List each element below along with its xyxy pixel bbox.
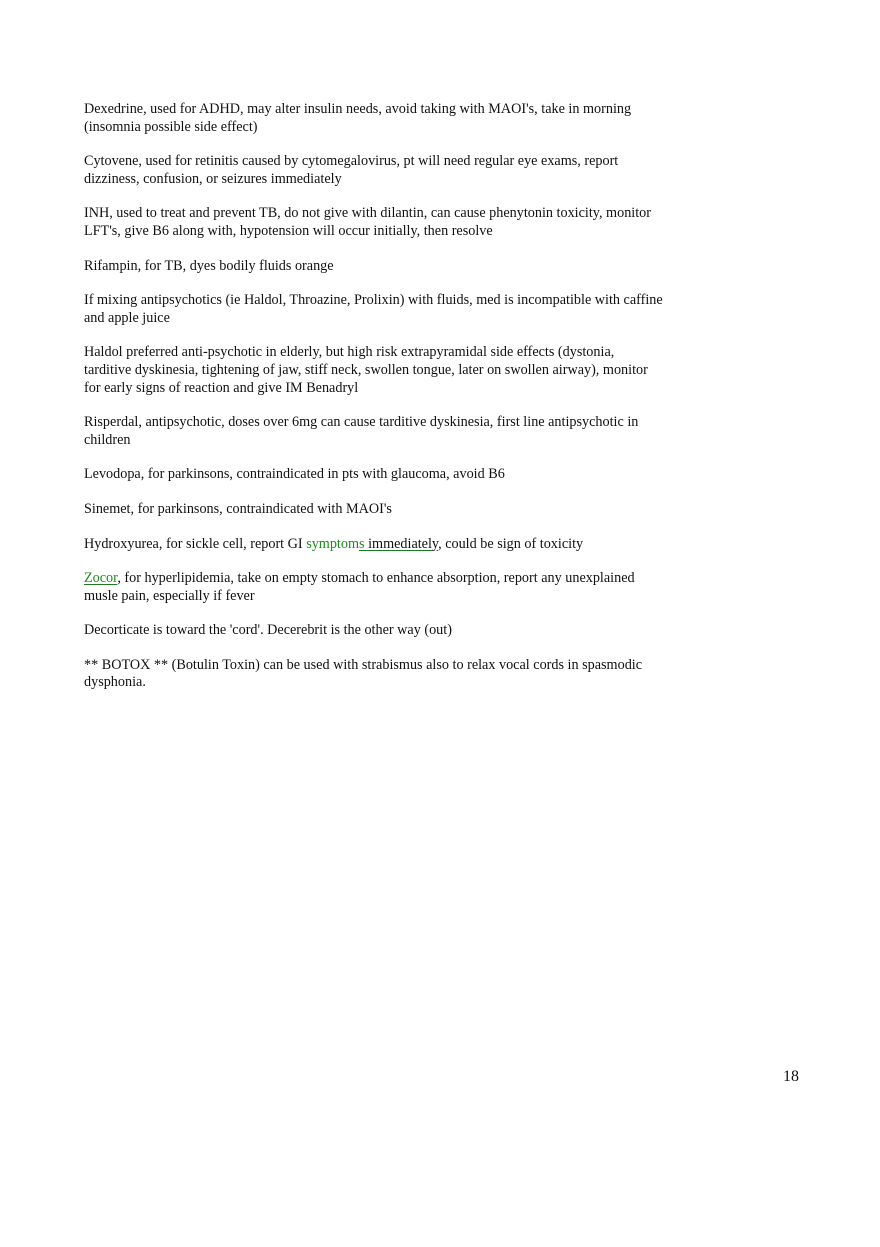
paragraph-hydroxyurea bbox=[84, 536, 664, 554]
paragraph-rifampin: Rifampin, for TB, dyes bodily fluids orange bbox=[84, 257, 334, 274]
paragraph-levodopa: Levodopa, for parkinsons, contraindicated in pts with glaucoma, avoid B6 bbox=[84, 466, 505, 483]
page-content bbox=[84, 101, 664, 709]
underlined-immediately: immediatel bbox=[364, 535, 432, 552]
hydroxyurea-text-end: , could be sign of toxicity bbox=[438, 535, 584, 552]
paragraph-risperdal: Risperdal, antipsychotic, doses over 6mg can cause tarditive dyskinesia, first line antipsychotic in children bbox=[84, 414, 639, 448]
paragraph-decorticate: Decorticate is toward the 'cord'. Decerebrit is the other way (out) bbox=[84, 622, 452, 639]
paragraph-inh: INH, used to treat and prevent TB, do not give with dilantin, can cause phenytonin toxicity, monitor LFT's, give B6 along with, hypotension will occur initially, then resolve bbox=[84, 205, 651, 239]
paragraph-zocor bbox=[84, 570, 664, 605]
tracked-change-s: s bbox=[359, 535, 365, 552]
paragraph-cytovene: Cytovene, used for retinitis caused by cytomegalovirus, pt will need regular eye exams, report dizziness, confusion, or seizures immediately bbox=[84, 153, 619, 187]
paragraph-haldol: Haldol preferred anti-psychotic in elderly, but high risk extrapyramidal side effects (dystonia, tarditive dyskinesia, tightening of jaw, stiff neck, swollen tongue, later on swollen airway), monitor for early signs of reaction and give IM Benadryl bbox=[84, 344, 648, 396]
paragraph-dexedrine: Dexedrine, used for ADHD, may alter insulin needs, avoid taking with MAOI's, take in morning (insomnia possible side effect) bbox=[84, 101, 632, 135]
page-number: 18 bbox=[783, 1068, 799, 1085]
paragraph-botox: ** BOTOX ** (Botulin Toxin) can be used with strabismus also to relax vocal cords in spasmodic dysphonia. bbox=[84, 656, 643, 691]
zocor-text: , for hyperlipidemia, take on empty stomach to enhance absorption, report any unexplained musle pain, especially if fever bbox=[84, 570, 635, 604]
tracked-change-symptom: symptom bbox=[306, 535, 360, 552]
hydroxyurea-text-start: Hydroxyurea, for sickle cell, report GI bbox=[84, 535, 307, 552]
paragraph-sinemet: Sinemet, for parkinsons, contraindicated with MAOI's bbox=[84, 500, 392, 517]
paragraph-antipsychotic-mixing: If mixing antipsychotics (ie Haldol, Throazine, Prolixin) with fluids, med is incompatible with caffine and apple juice bbox=[84, 292, 663, 326]
underlined-y: y bbox=[431, 535, 439, 552]
zocor-link[interactable]: Zocor bbox=[84, 570, 118, 587]
